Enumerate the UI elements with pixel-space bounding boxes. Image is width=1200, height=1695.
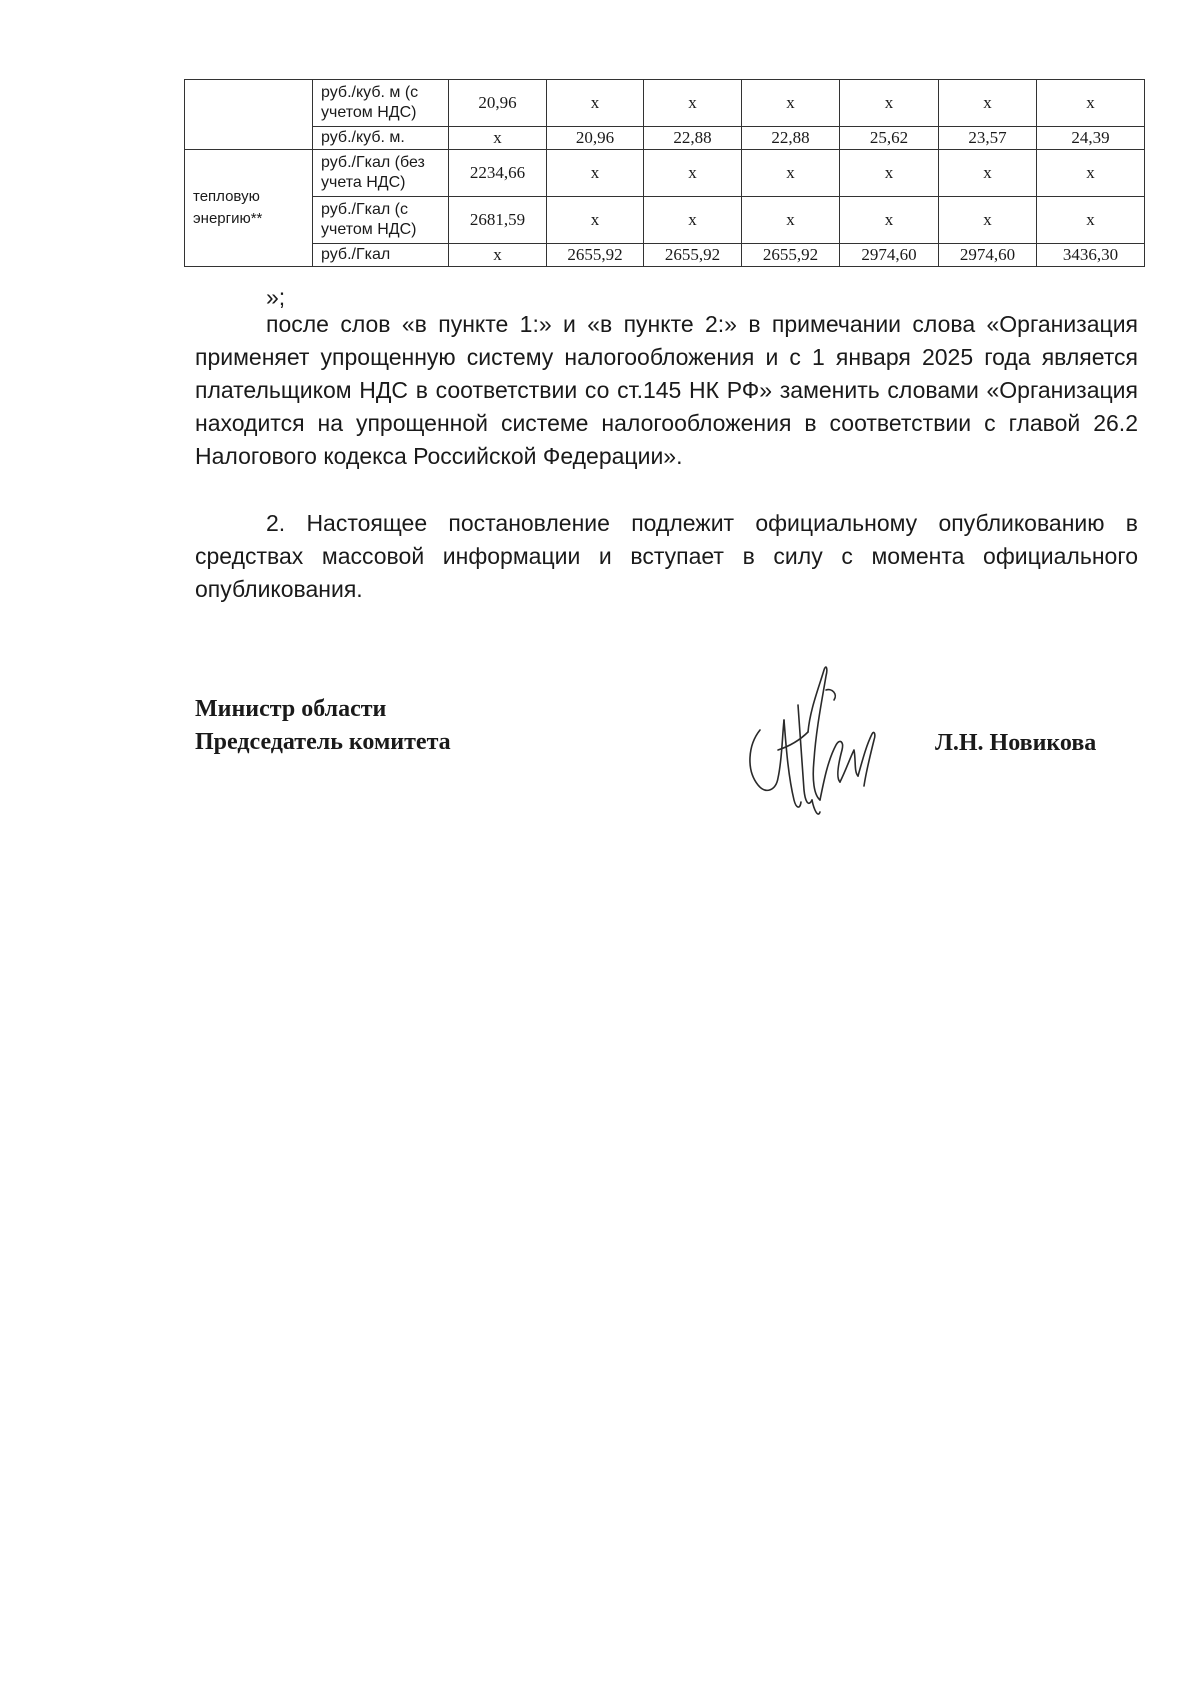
value-cell: 25,62 (840, 127, 939, 150)
value-cell: х (547, 150, 644, 197)
unit-cell: руб./куб. м. (313, 127, 449, 150)
value-cell: 22,88 (644, 127, 742, 150)
value-cell: х (449, 244, 547, 267)
value-cell: х (547, 197, 644, 244)
value-cell: х (939, 80, 1037, 127)
signatory-title-chairman: Председатель комитета (195, 729, 451, 755)
value-cell: 24,39 (1037, 127, 1145, 150)
table-row (185, 127, 1145, 150)
unit-cell: руб./Гкал (313, 244, 449, 267)
value-cell: 3436,30 (1037, 244, 1145, 267)
signatory-name: Л.Н. Новикова (935, 730, 1097, 756)
value-cell: х (644, 80, 742, 127)
handwritten-signature (738, 650, 888, 820)
value-cell: х (939, 197, 1037, 244)
table-row (185, 197, 1145, 244)
value-cell: 22,88 (742, 127, 840, 150)
value-cell: 20,96 (547, 127, 644, 150)
value-cell: 2681,59 (449, 197, 547, 244)
value-cell: 2234,66 (449, 150, 547, 197)
unit-cell: руб./куб. м (с учетом НДС) (313, 80, 449, 127)
unit-cell: руб./Гкал (с учетом НДС) (313, 197, 449, 244)
value-cell: 20,96 (449, 80, 547, 127)
closing-quote: »; (266, 284, 286, 310)
resource-cell (185, 80, 313, 150)
value-cell: 2974,60 (840, 244, 939, 267)
value-cell: х (742, 150, 840, 197)
value-cell: х (1037, 80, 1145, 127)
value-cell: 2655,92 (644, 244, 742, 267)
signatory-titles (195, 693, 451, 759)
value-cell: х (644, 197, 742, 244)
value-cell: х (449, 127, 547, 150)
resource-cell: тепловую энергию** (185, 150, 313, 267)
value-cell: х (742, 197, 840, 244)
value-cell: 2655,92 (547, 244, 644, 267)
value-cell: х (742, 80, 840, 127)
table-row (185, 80, 1145, 127)
value-cell: 2655,92 (742, 244, 840, 267)
table-row (185, 244, 1145, 267)
signatory-title-minister: Министр области (195, 696, 387, 722)
value-cell: х (1037, 197, 1145, 244)
table-row (185, 150, 1145, 197)
value-cell: 23,57 (939, 127, 1037, 150)
value-cell: 2974,60 (939, 244, 1037, 267)
tariff-table (184, 79, 1145, 267)
value-cell: х (1037, 150, 1145, 197)
unit-cell: руб./Гкал (без учета НДС) (313, 150, 449, 197)
value-cell: х (840, 197, 939, 244)
value-cell: х (840, 80, 939, 127)
publication-paragraph: 2. Настоящее постановление подлежит официальному опубликованию в средствах массовой информации и вступает в силу с момента официального опубликования. (195, 510, 1138, 602)
value-cell: х (547, 80, 644, 127)
value-cell: х (840, 150, 939, 197)
value-cell: х (644, 150, 742, 197)
value-cell: х (939, 150, 1037, 197)
amendment-paragraph: после слов «в пункте 1:» и «в пункте 2:» в примечании слова «Организация применяет упрощенную систему налогообложения и с 1 января 2025 года является плательщиком НДС в соответствии со ст.145 НК РФ» заменить словами «Организация находится на упрощенной системе налогообложения в соответствии с главой 26.2 Налогового кодекса Российской Федерации». (195, 311, 1138, 469)
